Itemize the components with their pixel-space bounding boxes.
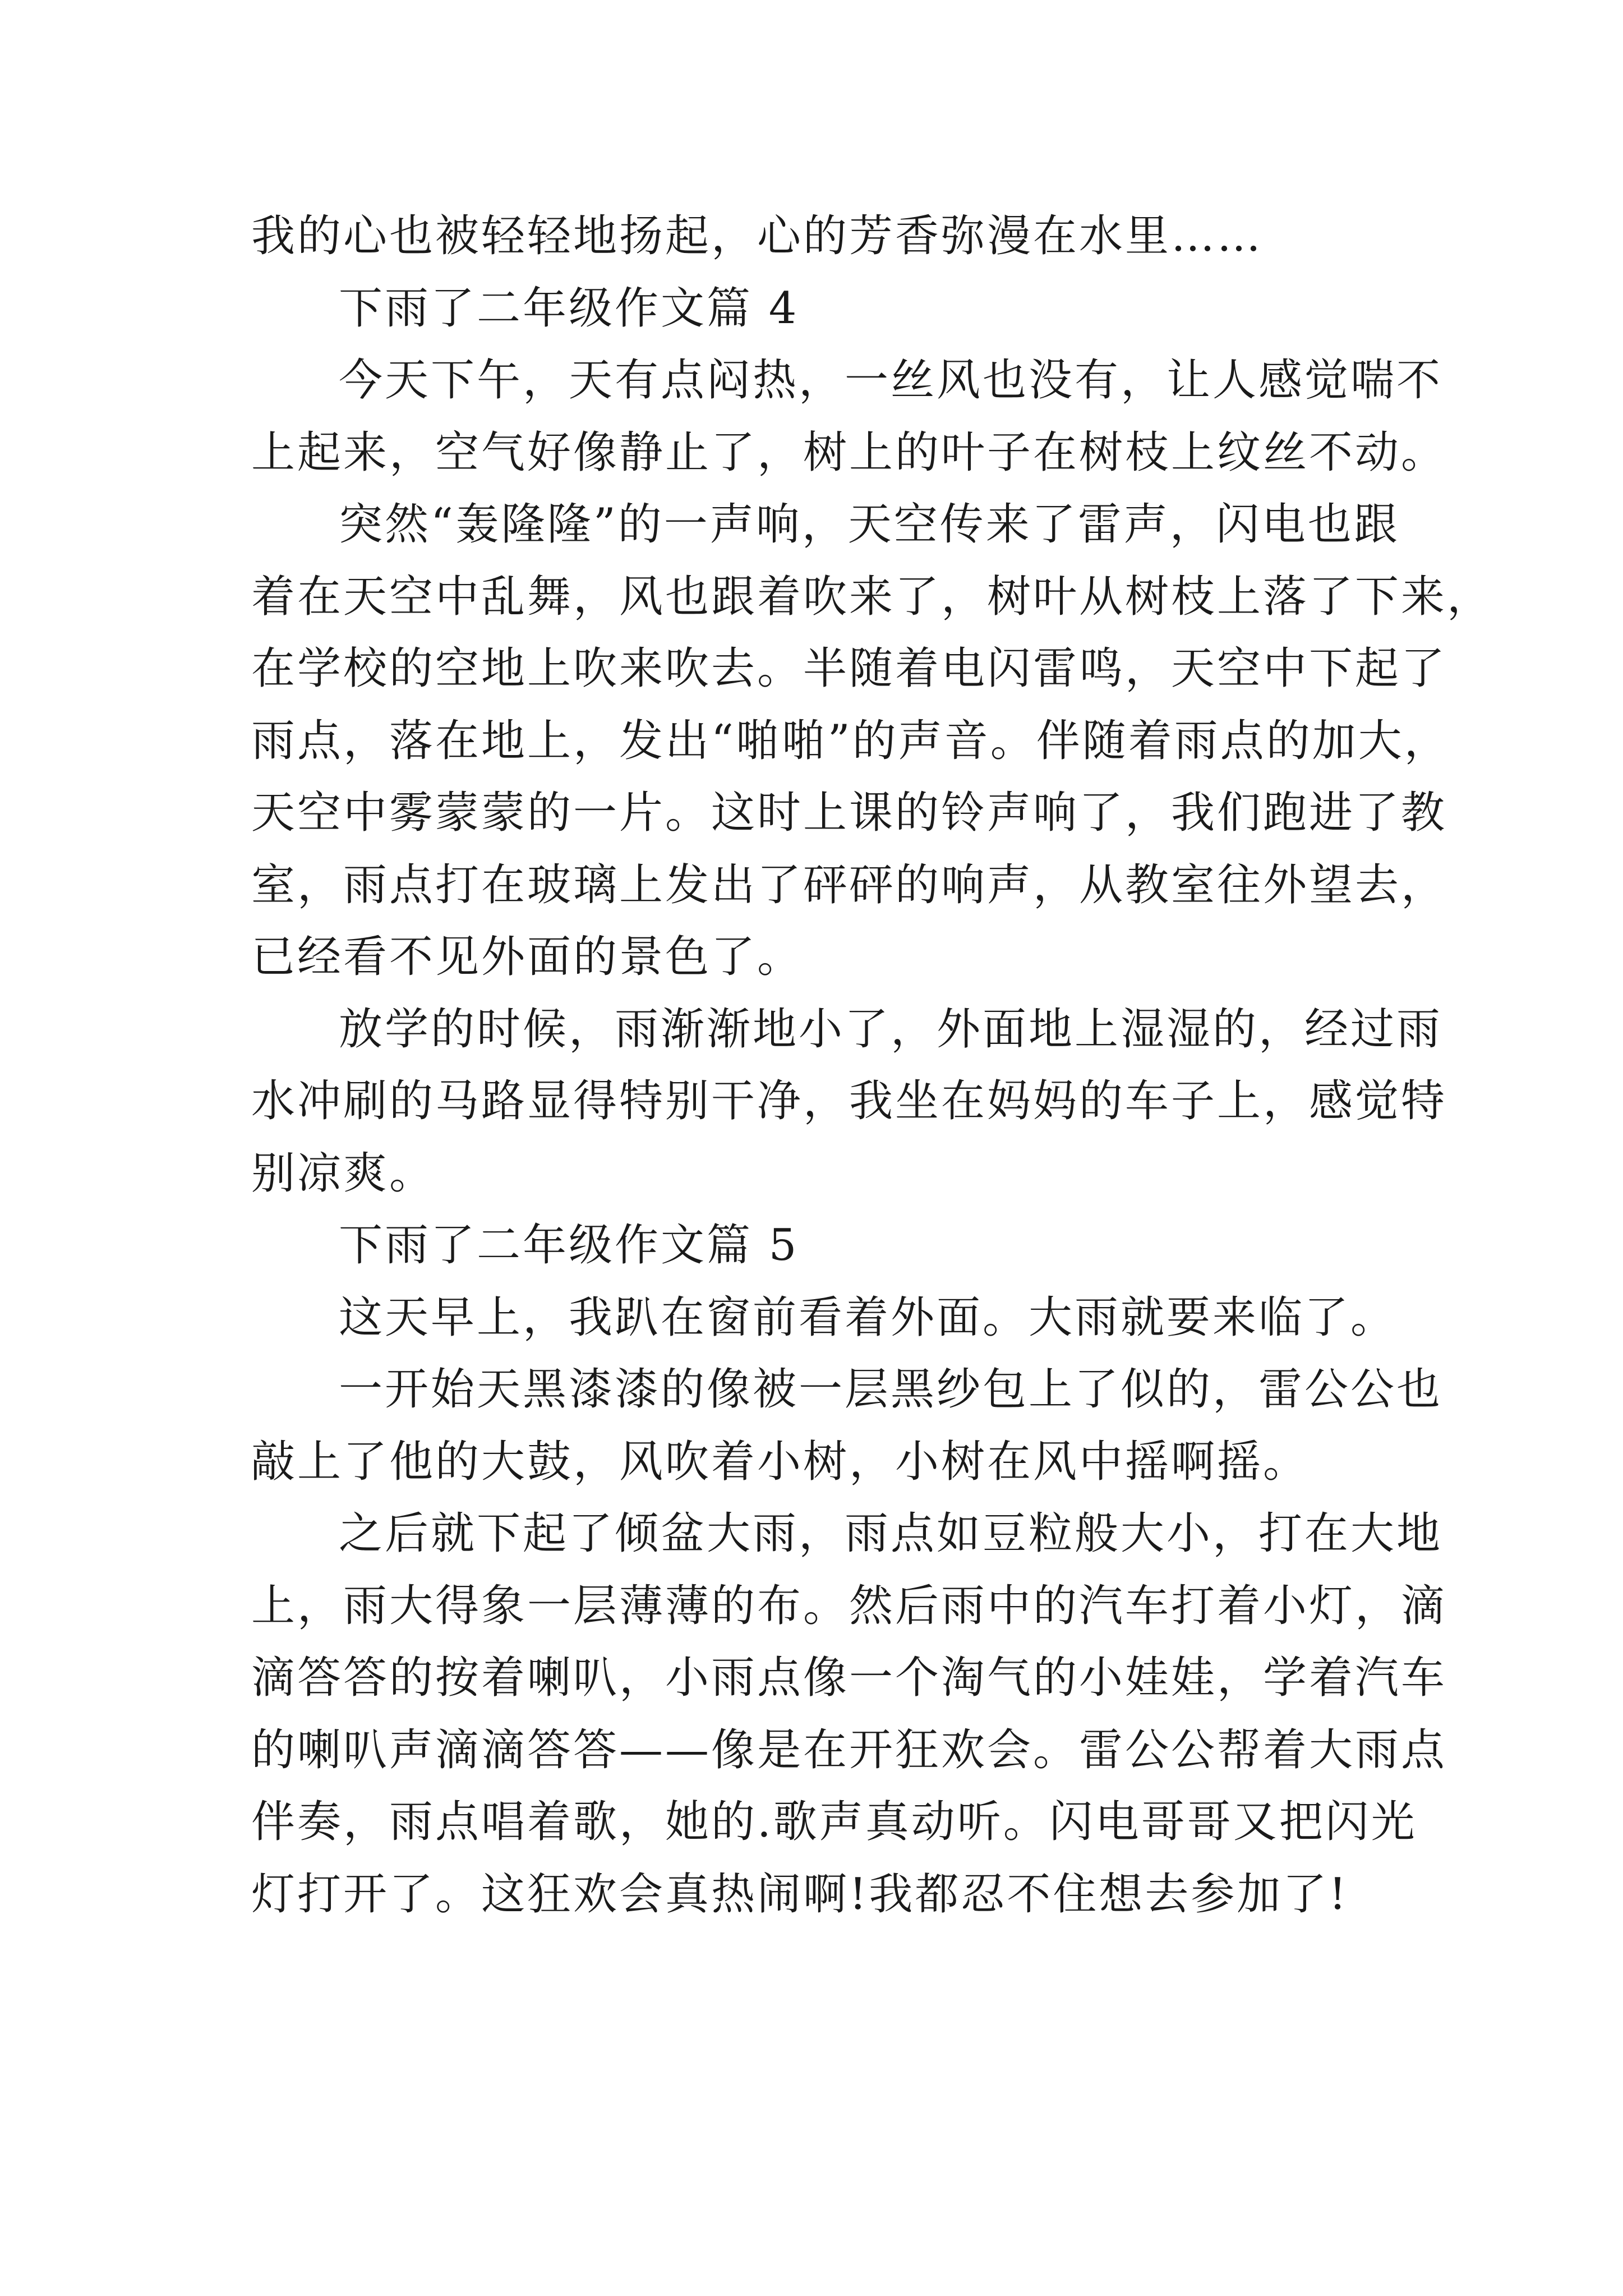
section-heading: 下雨了二年级作文篇 5 bbox=[339, 1220, 799, 1271]
text-line: 这天早上，我趴在窗前看着外面。大雨就要来临了。 bbox=[339, 1292, 1397, 1343]
text-line: 敲上了他的大鼓，风吹着小树，小树在风中摇啊摇。 bbox=[251, 1436, 1310, 1487]
text-line: 别凉爽。 bbox=[251, 1148, 436, 1199]
text-line: 雨点，落在地上，发出“啪啪”的声音。伴随着雨点的加大， bbox=[251, 715, 1450, 766]
text-line: 水冲刷的马路显得特别干净，我坐在妈妈的车子上，感觉特 bbox=[251, 1076, 1447, 1126]
text-line: 天空中雾蒙蒙的一片。这时上课的铃声响了，我们跑进了教 bbox=[251, 788, 1447, 838]
text-line: 上，雨大得象一层薄薄的布。然后雨中的汽车打着小灯，滴 bbox=[251, 1580, 1447, 1631]
essay-body bbox=[251, 200, 1493, 1930]
text-line: 突然“轰隆隆”的一声响，天空传来了雷声，闪电也跟 bbox=[339, 499, 1400, 550]
text-line: 一开始天黑漆漆的像被一层黑纱包上了似的，雷公公也 bbox=[339, 1364, 1443, 1415]
text-line: 之后就下起了倾盆大雨，雨点如豆粒般大小，打在大地 bbox=[339, 1508, 1443, 1559]
text-line: 在学校的空地上吹来吹去。半随着电闪雷鸣，天空中下起了 bbox=[251, 643, 1447, 694]
text-line: 灯打开了。这狂欢会真热闹啊!我都忍不住想去参加了! bbox=[251, 1869, 1349, 1920]
text-line: 的喇叭声滴滴答答——像是在开狂欢会。雷公公帮着大雨点 bbox=[251, 1724, 1447, 1775]
text-line: 上起来，空气好像静止了，树上的叶子在树枝上纹丝不动。 bbox=[251, 427, 1447, 478]
text-line: 我的心也被轻轻地扬起，心的芳香弥漫在水里…… bbox=[251, 211, 1264, 261]
section-heading: 下雨了二年级作文篇 4 bbox=[339, 283, 799, 334]
text-line: 伴奏，雨点唱着歌，她的.歌声真动听。闪电哥哥又把闪光 bbox=[251, 1797, 1417, 1847]
text-line: 已经看不见外面的景色了。 bbox=[251, 932, 804, 982]
text-line: 今天下午，天有点闷热，一丝风也没有，让人感觉喘不 bbox=[339, 355, 1443, 406]
text-line: 着在天空中乱舞，风也跟着吹来了，树叶从树枝上落了下来， bbox=[251, 571, 1493, 622]
text-line: 室，雨点打在玻璃上发出了砰砰的响声，从教室往外望去， bbox=[251, 859, 1447, 910]
text-line: 滴答答的按着喇叭，小雨点像一个淘气的小娃娃，学着汽车 bbox=[251, 1653, 1447, 1703]
text-line: 放学的时候，雨渐渐地小了，外面地上湿湿的，经过雨 bbox=[339, 1004, 1443, 1055]
